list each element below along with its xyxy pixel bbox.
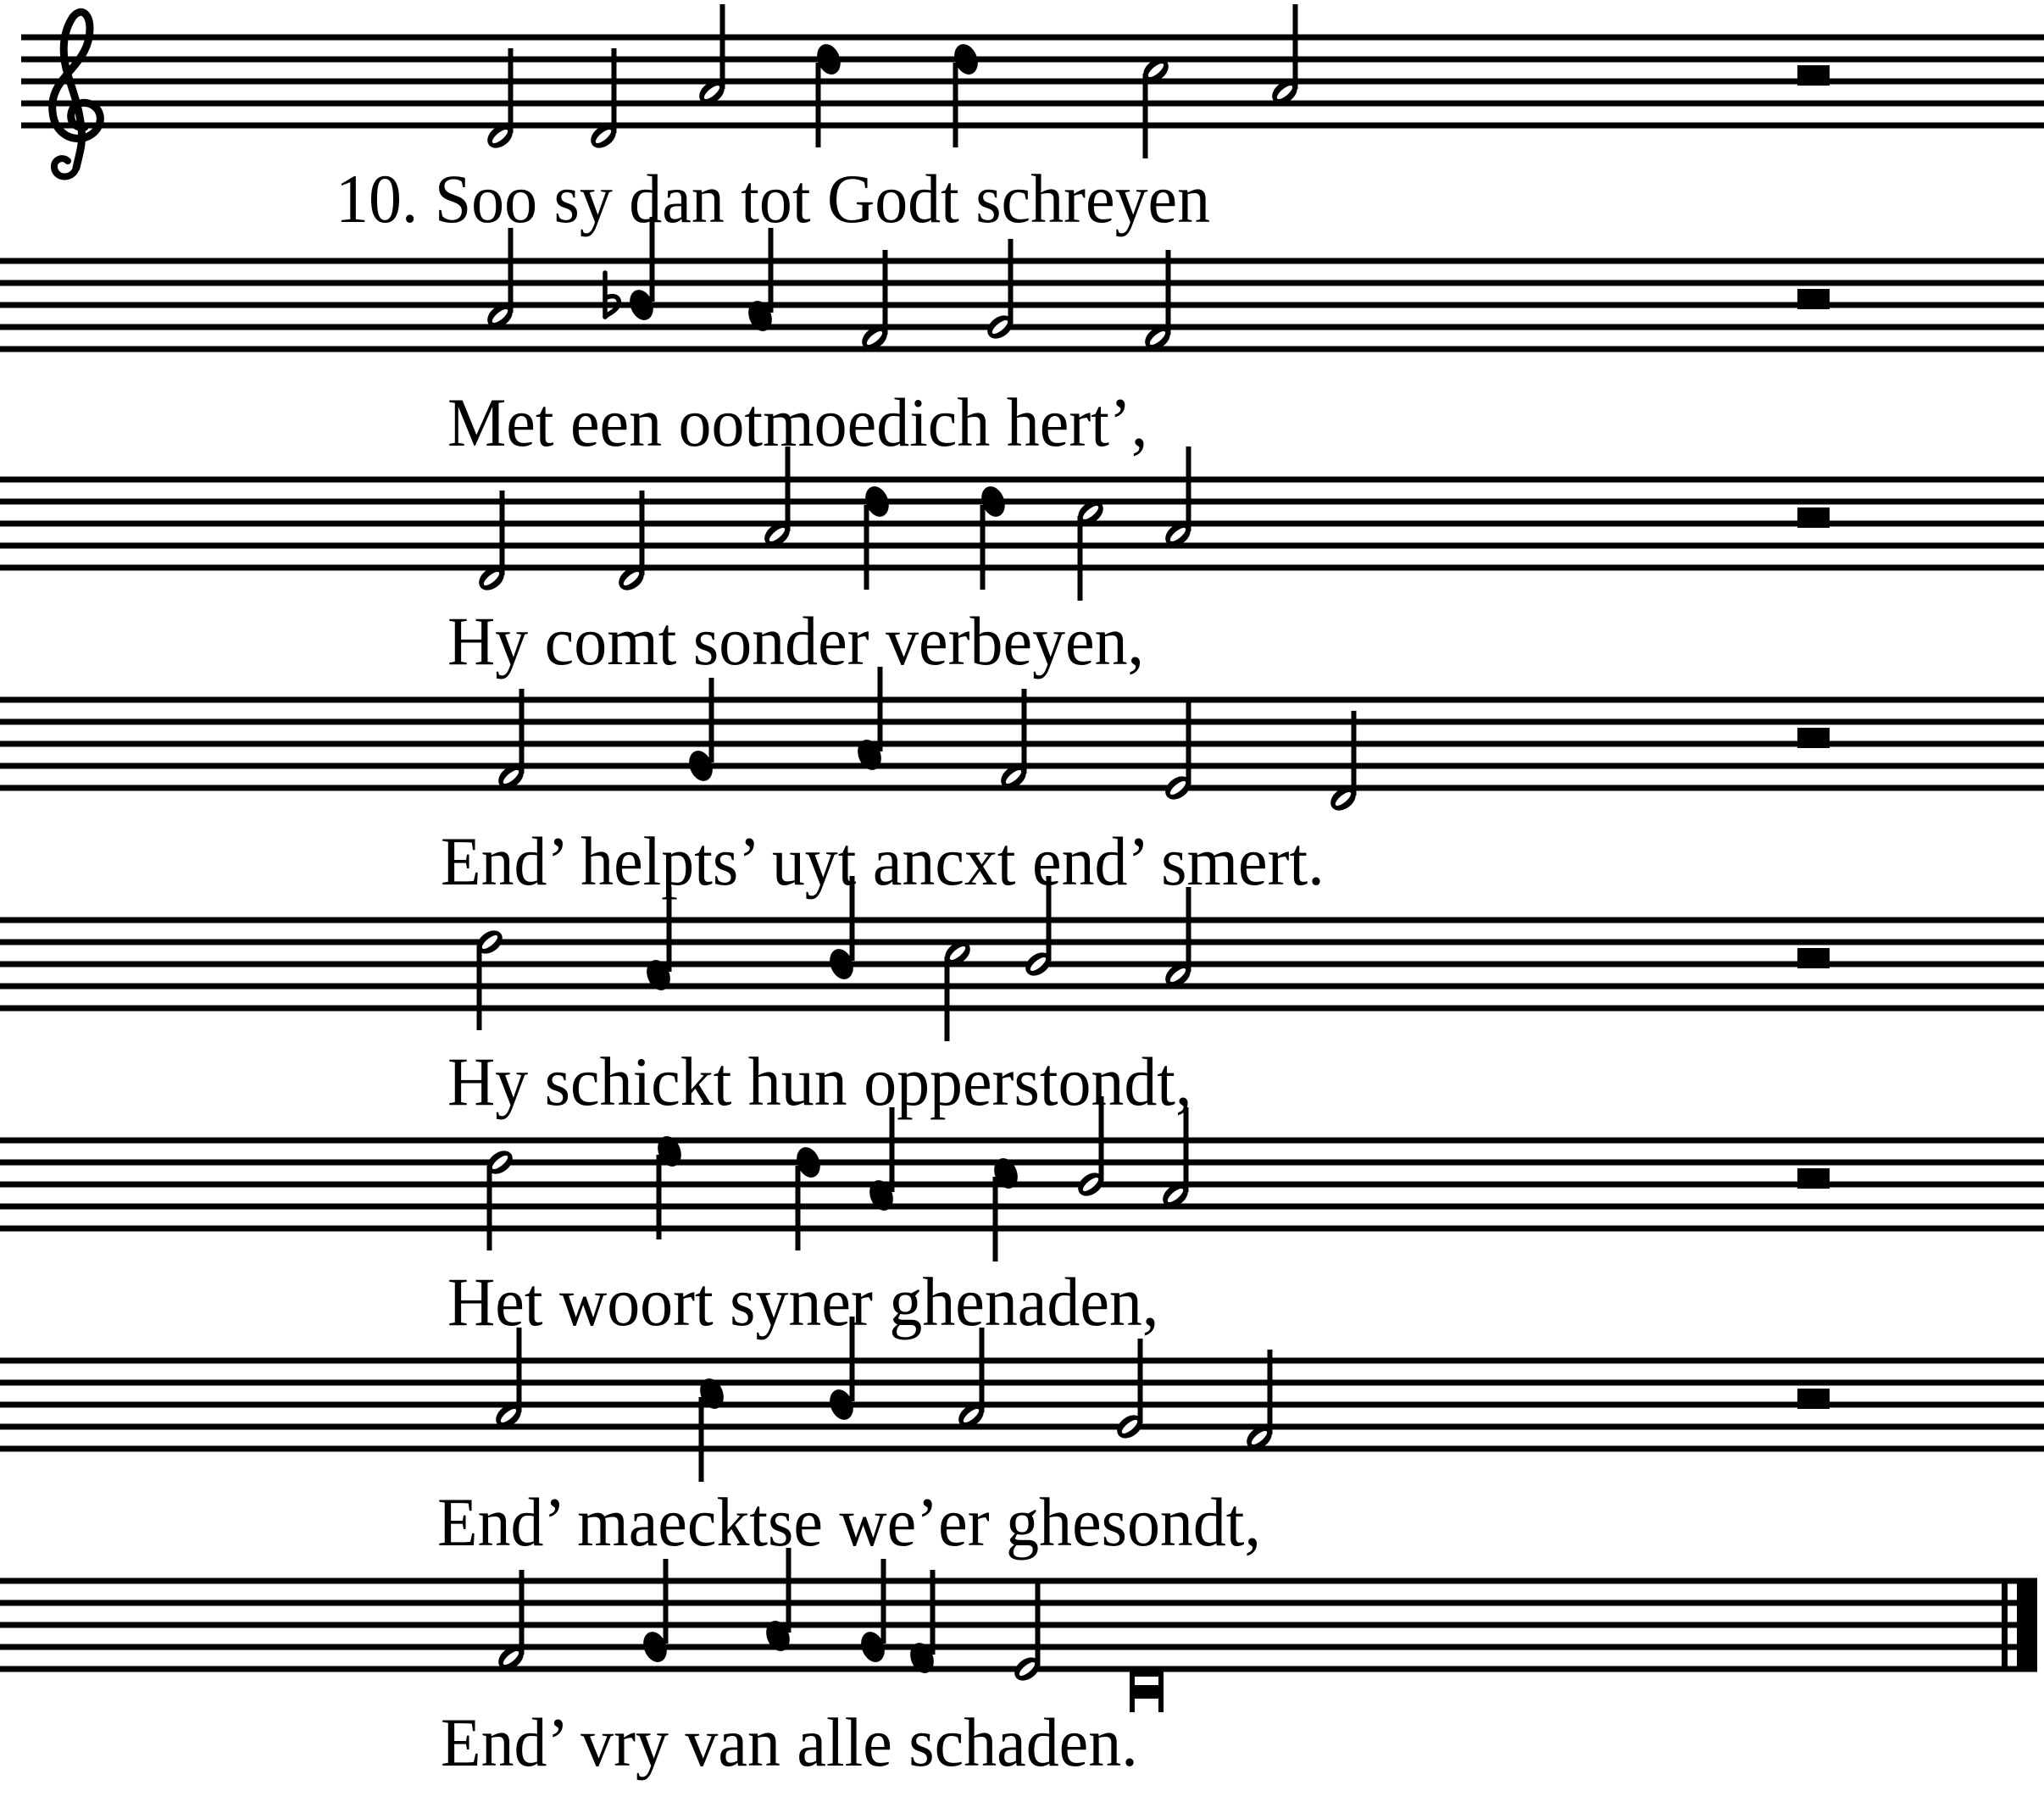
whole-rest [1797, 728, 1830, 748]
lyric-line-3: Hy comt sonder verbeyen, [447, 602, 1145, 679]
lyric-line-8: End’ vry van alle schaden. [441, 1704, 1138, 1781]
breve-top-bar [1130, 1669, 1164, 1677]
whole-rest [1797, 289, 1830, 309]
final-barline-thick [2017, 1578, 2037, 1672]
whole-rest [1797, 948, 1830, 968]
lyric-line-7: End’ maecktse we’er ghesondt, [437, 1483, 1261, 1561]
staff-system-7 [0, 1317, 2044, 1482]
staff-system-5 [0, 876, 2044, 1041]
breve-bottom-bar [1130, 1685, 1164, 1699]
whole-rest [1797, 507, 1830, 528]
staff-system-6 [0, 1096, 2044, 1261]
final-barline-thin [2002, 1578, 2008, 1672]
clef-tail-stroke [54, 158, 76, 176]
whole-rest [1797, 1389, 1830, 1409]
lyric-line-1: 10. Soo sy dan tot Godt schreyen [336, 160, 1211, 237]
lyric-line-5: Hy schickt hun opperstondt, [447, 1043, 1192, 1120]
staff-system-2 [0, 217, 2044, 354]
staff-system-4 [0, 667, 2044, 815]
lyric-line-6: Het woort syner ghenaden, [447, 1263, 1159, 1340]
lyric-line-2: Met een ootmoedich hert’, [447, 384, 1148, 461]
staff-system-3 [0, 446, 2044, 601]
staff-system-8 [0, 1548, 2037, 1712]
flat-accidental-icon [605, 273, 619, 317]
whole-rest [1797, 65, 1830, 86]
lyric-line-4: End’ helpts’ uyt ancxt end’ smert. [441, 823, 1325, 900]
whole-rest [1797, 1168, 1830, 1189]
staff-system-1 [21, 4, 2044, 177]
